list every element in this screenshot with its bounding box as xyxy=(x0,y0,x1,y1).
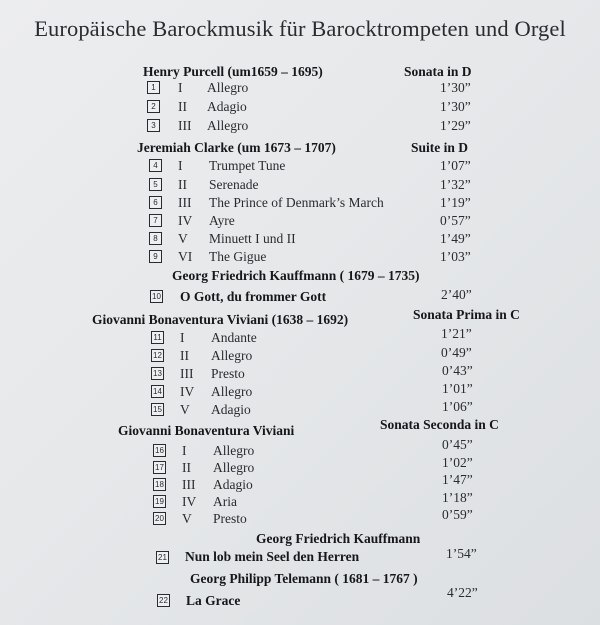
composer-kauffmann-1: Georg Friedrich Kauffmann ( 1679 – 1735) xyxy=(172,268,420,283)
track-number: 5 xyxy=(149,178,162,191)
track-title: Minuett I und II xyxy=(209,231,296,246)
work-clarke-suite: Suite in D xyxy=(411,140,469,155)
track-duration: 1’18” xyxy=(442,490,473,505)
track-number: 16 xyxy=(153,444,166,457)
movement-numeral: IV xyxy=(178,213,193,228)
track-title: Andante xyxy=(211,330,257,345)
composer-clarke: Jeremiah Clarke (um 1673 – 1707) xyxy=(137,140,336,155)
track-number: 12 xyxy=(151,349,164,362)
track-title: Ayre xyxy=(209,213,235,228)
track-title: Serenade xyxy=(209,177,259,192)
composer-telemann: Georg Philipp Telemann ( 1681 – 1767 ) xyxy=(190,571,418,586)
track-duration: 2’40” xyxy=(441,287,472,302)
track-duration: 1’47” xyxy=(442,472,473,487)
track-duration: 0’43” xyxy=(442,363,473,378)
track-title: Allegro xyxy=(207,118,249,133)
track-duration: 0’59” xyxy=(442,507,473,522)
track-duration: 1’30” xyxy=(440,80,471,95)
track-number: 2 xyxy=(147,100,160,113)
movement-numeral: II xyxy=(180,348,189,363)
track-number: 22 xyxy=(157,594,170,607)
movement-numeral: I xyxy=(178,80,183,95)
track-number: 18 xyxy=(153,478,166,491)
track-number: 8 xyxy=(149,232,162,245)
track-number: 3 xyxy=(147,119,160,132)
movement-numeral: III xyxy=(182,477,196,492)
movement-numeral: I xyxy=(182,443,187,458)
composer-kauffmann-2: Georg Friedrich Kauffmann xyxy=(256,531,421,546)
movement-numeral: I xyxy=(178,158,183,173)
composer-viviani-1: Giovanni Bonaventura Viviani (1638 – 1692) xyxy=(92,312,349,327)
movement-numeral: II xyxy=(178,99,187,114)
track-title: Presto xyxy=(211,366,245,381)
track-duration: 1’32” xyxy=(440,177,471,192)
track-duration: 1’21” xyxy=(441,326,472,341)
track-duration: 1’30” xyxy=(440,99,471,114)
track-number: 15 xyxy=(151,403,164,416)
movement-numeral: V xyxy=(182,511,192,526)
track-title: Aria xyxy=(213,494,237,509)
track-number: 17 xyxy=(153,461,166,474)
track-title: Adagio xyxy=(213,477,253,492)
track-number: 19 xyxy=(153,495,166,508)
track-title: Trumpet Tune xyxy=(209,158,286,173)
track-title: The Gigue xyxy=(209,249,267,264)
track-number: 13 xyxy=(151,367,164,380)
work-viviani-seconda: Sonata Seconda in C xyxy=(380,417,499,432)
track-title: Allegro xyxy=(213,460,255,475)
composer-purcell: Henry Purcell (um1659 – 1695) xyxy=(143,64,323,79)
track-duration: 1’06” xyxy=(442,399,473,414)
track-number: 6 xyxy=(149,196,162,209)
movement-numeral: VI xyxy=(178,249,193,264)
movement-numeral: V xyxy=(180,402,190,417)
track-number: 4 xyxy=(149,159,162,172)
track-duration: 4’22” xyxy=(447,585,478,600)
track-title: Nun lob mein Seel den Herren xyxy=(185,549,360,564)
track-title: Allegro xyxy=(211,348,253,363)
track-number: 20 xyxy=(153,512,166,525)
track-duration: 1’19” xyxy=(440,195,471,210)
movement-numeral: III xyxy=(180,366,194,381)
track-title: Presto xyxy=(213,511,247,526)
track-number: 14 xyxy=(151,385,164,398)
track-duration: 0’49” xyxy=(441,345,472,360)
track-number: 10 xyxy=(150,290,163,303)
movement-numeral: IV xyxy=(180,384,195,399)
track-duration: 1’02” xyxy=(442,455,473,470)
track-title: Allegro xyxy=(207,80,249,95)
track-duration: 1’54” xyxy=(446,546,477,561)
track-duration: 1’29” xyxy=(440,118,471,133)
track-title: Adagio xyxy=(207,99,247,114)
track-duration: 1’03” xyxy=(440,249,471,264)
track-number: 1 xyxy=(147,81,160,94)
track-duration: 1’01” xyxy=(442,381,473,396)
track-duration: 0’57” xyxy=(440,213,471,228)
movement-numeral: II xyxy=(178,177,187,192)
track-number: 9 xyxy=(149,250,162,263)
track-duration: 0’45” xyxy=(442,437,473,452)
track-title: Adagio xyxy=(211,402,251,417)
movement-numeral: V xyxy=(178,231,188,246)
track-title: Allegro xyxy=(213,443,255,458)
movement-numeral: I xyxy=(180,330,185,345)
track-duration: 1’49” xyxy=(440,231,471,246)
track-title: Allegro xyxy=(211,384,253,399)
movement-numeral: IV xyxy=(182,494,197,509)
work-viviani-prima: Sonata Prima in C xyxy=(413,307,520,322)
movement-numeral: III xyxy=(178,195,192,210)
track-title: The Prince of Denmark’s March xyxy=(209,195,384,210)
track-title: O Gott, du frommer Gott xyxy=(180,289,327,304)
movement-numeral: III xyxy=(178,118,192,133)
track-number: 7 xyxy=(149,214,162,227)
composer-viviani-2: Giovanni Bonaventura Viviani xyxy=(118,423,295,438)
track-number: 11 xyxy=(151,331,164,344)
page-title: Europäische Barockmusik für Barocktrompeten und Orgel xyxy=(34,16,566,41)
track-number: 21 xyxy=(156,551,169,564)
track-title: La Grace xyxy=(186,593,241,608)
track-duration: 1’07” xyxy=(440,158,471,173)
movement-numeral: II xyxy=(182,460,191,475)
work-purcell-sonata: Sonata in D xyxy=(404,64,472,79)
